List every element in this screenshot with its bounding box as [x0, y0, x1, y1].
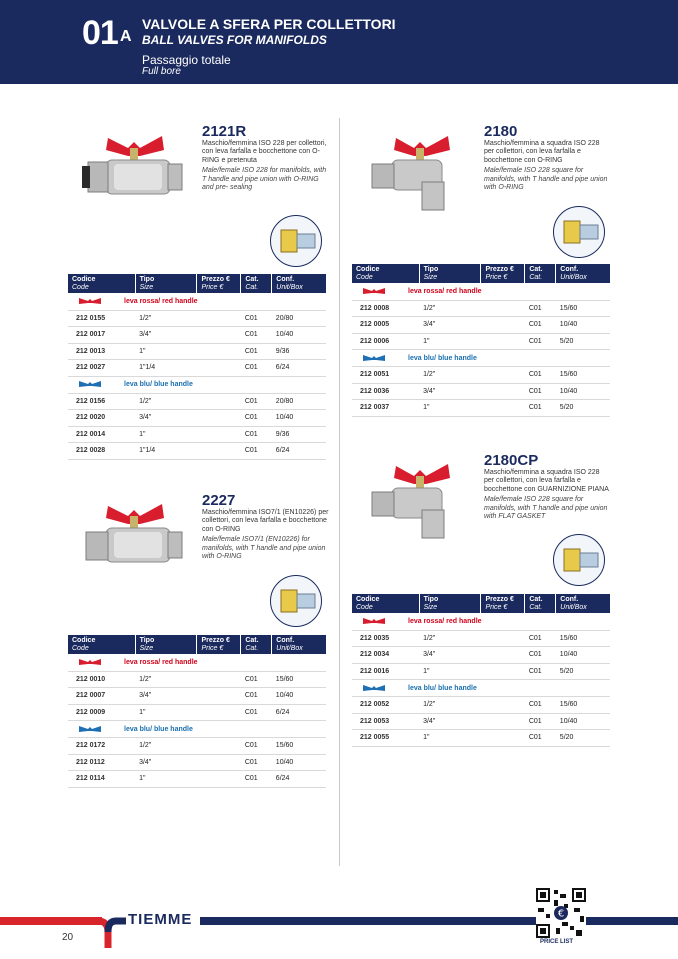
cell-cat: C01: [525, 713, 556, 730]
group-label: leva rossa/ red handle: [124, 298, 198, 306]
cell-code: 212 0008: [352, 300, 419, 317]
cell-price: [197, 393, 241, 410]
table-row: [68, 688, 326, 705]
group-row-red: [352, 613, 610, 630]
cell-code: 212 0013: [68, 343, 135, 360]
cell-size: 1": [419, 663, 481, 680]
valve-angle-image: [362, 120, 472, 216]
column-header-size: Tipo Size: [135, 635, 197, 654]
cell-conf: 15/60: [556, 300, 610, 317]
group-label: leva rossa/ red handle: [408, 288, 482, 296]
product-code: 2121R: [202, 123, 247, 140]
cell-cat: C01: [241, 754, 272, 771]
page-header: [0, 0, 678, 84]
cell-code: 212 0007: [68, 688, 135, 705]
cell-size: 1/2": [419, 630, 481, 647]
cell-code: 212 0005: [352, 317, 419, 334]
cell-conf: 5/20: [556, 333, 610, 350]
table-header-row: [68, 274, 326, 293]
table-row: [352, 647, 610, 664]
fitting-diagram-icon: [270, 215, 322, 267]
column-header-code: Codice Code: [352, 594, 419, 613]
cell-price: [481, 630, 525, 647]
cell-conf: 10/40: [556, 647, 610, 664]
table-row: [352, 730, 610, 747]
column-header-price: Prezzo € Price €: [197, 274, 241, 293]
column-header-code: Codice Code: [352, 264, 419, 283]
product-desc-it: Maschio/femmina ISO 228 per collettori, con leva farfalla e bocchettone con O-RING e pretenuta: [202, 140, 327, 164]
cell-code: 212 0006: [352, 333, 419, 350]
price-list-label: PRICE LIST: [540, 939, 574, 945]
qr-code-icon: [536, 888, 586, 938]
cell-code: 212 0014: [68, 426, 135, 443]
product-2227: [202, 492, 330, 561]
cell-size: 1": [135, 704, 197, 721]
footer-pipe-curve: [86, 912, 126, 948]
brand-logo: TIEMME: [128, 911, 193, 928]
table-row: [68, 343, 326, 360]
cell-price: [197, 410, 241, 427]
cell-size: 1/2": [419, 300, 481, 317]
group-row-red: [68, 293, 326, 310]
cell-price: [481, 317, 525, 334]
table-row: [68, 671, 326, 688]
cell-size: 1": [135, 426, 197, 443]
column-header-code: Codice Code: [68, 635, 135, 654]
page-number: 20: [62, 932, 74, 943]
cell-cat: C01: [241, 704, 272, 721]
cell-code: 212 0112: [68, 754, 135, 771]
price-table-2180: [352, 264, 610, 417]
cell-price: [197, 426, 241, 443]
group-row-red: [68, 654, 326, 671]
cell-conf: 20/80: [272, 310, 326, 327]
table-header-row: [68, 635, 326, 654]
table-row: [352, 383, 610, 400]
section-title-en: BALL VALVES FOR MANIFOLDS: [142, 33, 327, 47]
cell-price: [197, 671, 241, 688]
blue-handle-icon: [78, 725, 102, 734]
cell-price: [197, 360, 241, 377]
column-header-price: Prezzo € Price €: [481, 594, 525, 613]
product-2180cp: [484, 452, 610, 521]
section-number: 01: [82, 14, 118, 52]
column-header-cat: Cat. Cat.: [525, 594, 556, 613]
red-handle-icon: [362, 617, 386, 626]
cell-price: [481, 713, 525, 730]
group-row-blue: [68, 721, 326, 738]
cell-cat: C01: [525, 647, 556, 664]
cell-size: 1/2": [135, 310, 197, 327]
column-header-price: Prezzo € Price €: [481, 264, 525, 283]
cell-price: [481, 730, 525, 747]
cell-conf: 9/36: [272, 343, 326, 360]
table-row: [68, 393, 326, 410]
product-2121r: [202, 123, 330, 192]
group-row-blue: [352, 350, 610, 367]
group-row-blue: [352, 680, 610, 697]
cell-code: 212 0053: [352, 713, 419, 730]
column-header-conf: Conf. Unit/Box: [556, 594, 610, 613]
cell-code: 212 0172: [68, 738, 135, 755]
cell-size: 3/4": [419, 383, 481, 400]
cell-size: 3/4": [419, 647, 481, 664]
cell-cat: C01: [525, 300, 556, 317]
cell-price: [197, 343, 241, 360]
cell-code: 212 0010: [68, 671, 135, 688]
product-desc-it: Maschio/femmina a squadra ISO 228 per collettori, con leva farfalla e bocchettone con O-RING: [484, 140, 600, 164]
column-header-conf: Conf. Unit/Box: [272, 635, 326, 654]
column-header-cat: Cat. Cat.: [525, 264, 556, 283]
table-row: [68, 426, 326, 443]
cell-code: 212 0114: [68, 771, 135, 788]
table-row: [68, 443, 326, 460]
cell-code: 212 0156: [68, 393, 135, 410]
group-label: leva rossa/ red handle: [408, 618, 482, 626]
table-row: [68, 410, 326, 427]
cell-cat: C01: [241, 688, 272, 705]
cell-conf: 5/20: [556, 663, 610, 680]
cell-cat: C01: [525, 367, 556, 384]
cell-cat: C01: [241, 738, 272, 755]
table-row: [352, 630, 610, 647]
column-header-cat: Cat. Cat.: [241, 635, 272, 654]
column-header-code: Codice Code: [68, 274, 135, 293]
table-header-row: [352, 264, 610, 283]
cell-price: [197, 310, 241, 327]
table-row: [68, 360, 326, 377]
cell-code: 212 0020: [68, 410, 135, 427]
blue-handle-icon: [362, 354, 386, 363]
product-code: 2227: [202, 492, 236, 509]
cell-cat: C01: [525, 663, 556, 680]
cell-size: 1"1/4: [135, 443, 197, 460]
column-header-conf: Conf. Unit/Box: [272, 274, 326, 293]
cell-cat: C01: [525, 697, 556, 714]
cell-conf: 10/40: [272, 327, 326, 344]
cell-price: [197, 754, 241, 771]
column-header-cat: Cat. Cat.: [241, 274, 272, 293]
table-row: [352, 333, 610, 350]
cell-conf: 10/40: [272, 688, 326, 705]
cell-cat: C01: [525, 383, 556, 400]
cell-cat: C01: [525, 630, 556, 647]
cell-price: [481, 697, 525, 714]
cell-cat: C01: [241, 360, 272, 377]
valve-straight-image: [78, 120, 190, 218]
cell-code: 212 0035: [352, 630, 419, 647]
cell-size: 1"1/4: [135, 360, 197, 377]
table-row: [68, 327, 326, 344]
cell-code: 212 0016: [352, 663, 419, 680]
cell-conf: 9/36: [272, 426, 326, 443]
cell-cat: C01: [241, 410, 272, 427]
cell-size: 1": [135, 771, 197, 788]
cell-conf: 10/40: [556, 383, 610, 400]
section-subtitle-it: Passaggio totale: [142, 53, 231, 67]
price-table-2121r: [68, 274, 326, 460]
cell-size: 1/2": [135, 393, 197, 410]
cell-conf: 15/60: [556, 367, 610, 384]
table-row: [352, 713, 610, 730]
cell-size: 1/2": [419, 697, 481, 714]
product-desc-en: Male/female ISO 228 square for manifolds, with T handle and pipe union with O-RING: [484, 167, 608, 192]
cell-code: 212 0017: [68, 327, 135, 344]
fitting-diagram-icon: [553, 206, 605, 258]
fitting-diagram-icon: [553, 534, 605, 586]
cell-cat: C01: [241, 310, 272, 327]
cell-code: 212 0027: [68, 360, 135, 377]
product-desc-it: Maschio/femmina a squadra ISO 228 per collettori, con leva farfalla e bocchettone con GUARNIZIONE PIANA: [484, 469, 609, 493]
product-desc-en: Male/female ISO 228 square for manifolds, with T handle and pipe union with FLAT GASKET: [484, 496, 608, 521]
cell-price: [481, 333, 525, 350]
cell-size: 3/4": [135, 327, 197, 344]
product-2180: [484, 123, 610, 192]
fitting-diagram-icon: [270, 575, 322, 627]
cell-size: 1/2": [135, 738, 197, 755]
table-row: [68, 771, 326, 788]
price-table-2180cp: [352, 594, 610, 747]
cell-conf: 15/60: [272, 738, 326, 755]
cell-price: [197, 327, 241, 344]
cell-price: [197, 443, 241, 460]
section-letter: A: [120, 28, 132, 45]
section-subtitle-en: Full bore: [142, 66, 181, 77]
column-divider: [339, 118, 340, 866]
cell-conf: 15/60: [272, 671, 326, 688]
column-header-price: Prezzo € Price €: [197, 635, 241, 654]
cell-size: 1/2": [419, 367, 481, 384]
cell-cat: C01: [241, 393, 272, 410]
cell-price: [481, 300, 525, 317]
cell-conf: 5/20: [556, 730, 610, 747]
column-header-conf: Conf. Unit/Box: [556, 264, 610, 283]
product-desc-it: Maschio/femmina ISO7/1 (EN10226) per collettori, con leva farfalla e bocchettone con O-RING: [202, 509, 329, 533]
footer-blue-band: [200, 917, 678, 925]
cell-cat: C01: [525, 333, 556, 350]
table-row: [352, 317, 610, 334]
cell-conf: 10/40: [272, 410, 326, 427]
cell-price: [481, 647, 525, 664]
cell-price: [197, 704, 241, 721]
table-row: [352, 663, 610, 680]
blue-handle-icon: [362, 684, 386, 693]
cell-conf: 6/24: [272, 443, 326, 460]
cell-size: 1": [419, 333, 481, 350]
cell-size: 1/2": [135, 671, 197, 688]
red-handle-icon: [78, 658, 102, 667]
group-label: leva blu/ blue handle: [408, 354, 477, 362]
cell-cat: C01: [525, 400, 556, 417]
product-code: 2180CP: [484, 452, 539, 469]
cell-price: [481, 663, 525, 680]
cell-conf: 6/24: [272, 771, 326, 788]
cell-code: 212 0034: [352, 647, 419, 664]
cell-size: 3/4": [135, 410, 197, 427]
table-row: [68, 310, 326, 327]
cell-price: [481, 367, 525, 384]
valve-angle-image: [362, 448, 472, 544]
cell-size: 3/4": [419, 713, 481, 730]
product-desc-en: Male/female ISO 228 for manifolds, with T handle and pipe union with O-RING and pre- sealing: [202, 167, 327, 192]
table-row: [68, 754, 326, 771]
column-header-size: Tipo Size: [419, 264, 481, 283]
cell-conf: 10/40: [556, 317, 610, 334]
cell-code: 212 0037: [352, 400, 419, 417]
group-row-blue: [68, 376, 326, 393]
cell-size: 1": [419, 400, 481, 417]
cell-price: [197, 738, 241, 755]
cell-size: 3/4": [419, 317, 481, 334]
cell-price: [197, 771, 241, 788]
cell-cat: C01: [241, 671, 272, 688]
cell-cat: C01: [241, 443, 272, 460]
cell-conf: 10/40: [272, 754, 326, 771]
product-desc-en: Male/female ISO7/1 (EN10226) for manifolds, with T handle and pipe union with O-RING: [202, 536, 326, 561]
cell-conf: 15/60: [556, 697, 610, 714]
group-label: leva blu/ blue handle: [124, 725, 193, 733]
group-label: leva blu/ blue handle: [124, 381, 193, 389]
red-handle-icon: [362, 287, 386, 296]
cell-size: 1": [135, 343, 197, 360]
table-row: [352, 400, 610, 417]
cell-size: 3/4": [135, 688, 197, 705]
group-label: leva blu/ blue handle: [408, 684, 477, 692]
table-row: [352, 300, 610, 317]
cell-cat: C01: [525, 730, 556, 747]
cell-code: 212 0028: [68, 443, 135, 460]
cell-code: 212 0052: [352, 697, 419, 714]
cell-cat: C01: [525, 317, 556, 334]
cell-conf: 15/60: [556, 630, 610, 647]
price-table-2227: [68, 635, 326, 788]
cell-price: [481, 383, 525, 400]
column-header-size: Tipo Size: [135, 274, 197, 293]
table-row: [68, 738, 326, 755]
cell-size: 3/4": [135, 754, 197, 771]
cell-conf: 10/40: [556, 713, 610, 730]
cell-code: 212 0036: [352, 383, 419, 400]
svg-text:€: €: [557, 908, 565, 920]
table-header-row: [352, 594, 610, 613]
cell-code: 212 0009: [68, 704, 135, 721]
section-title-it: VALVOLE A SFERA PER COLLETTORI: [142, 16, 396, 32]
table-row: [68, 704, 326, 721]
cell-cat: C01: [241, 343, 272, 360]
cell-code: 212 0051: [352, 367, 419, 384]
cell-cat: C01: [241, 327, 272, 344]
cell-conf: 6/24: [272, 704, 326, 721]
cell-conf: 20/80: [272, 393, 326, 410]
cell-code: 212 0055: [352, 730, 419, 747]
group-label: leva rossa/ red handle: [124, 659, 198, 667]
group-row-red: [352, 283, 610, 300]
cell-conf: 5/20: [556, 400, 610, 417]
table-row: [352, 367, 610, 384]
cell-conf: 6/24: [272, 360, 326, 377]
cell-cat: C01: [241, 426, 272, 443]
column-header-size: Tipo Size: [419, 594, 481, 613]
table-row: [352, 697, 610, 714]
product-code: 2180: [484, 123, 518, 140]
cell-cat: C01: [241, 771, 272, 788]
cell-price: [481, 400, 525, 417]
cell-code: 212 0155: [68, 310, 135, 327]
cell-size: 1": [419, 730, 481, 747]
cell-price: [197, 688, 241, 705]
valve-straight-image: [78, 488, 190, 584]
red-handle-icon: [78, 297, 102, 306]
blue-handle-icon: [78, 380, 102, 389]
